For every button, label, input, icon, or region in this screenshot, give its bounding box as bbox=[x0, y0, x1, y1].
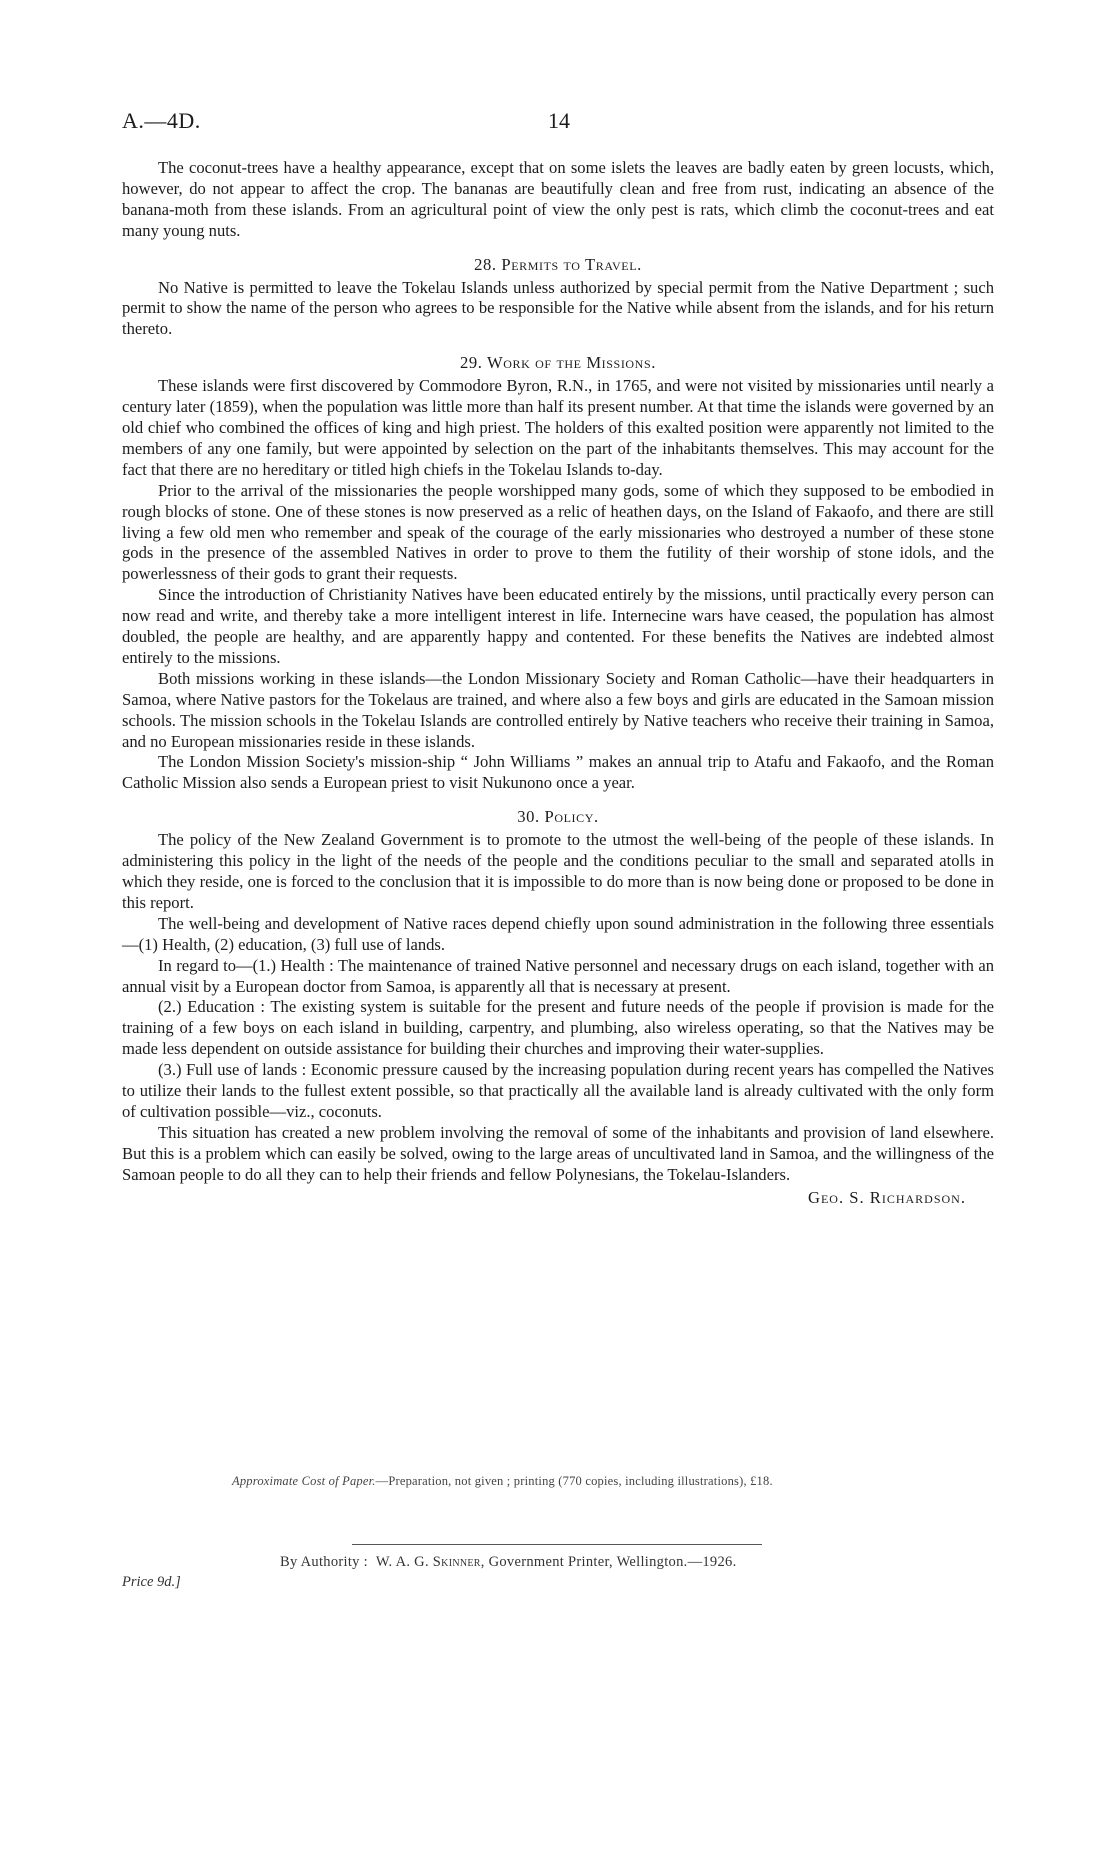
paragraph: Both missions working in these islands—the London Missionary Society and Roman Catholic—have their headquarters in Samoa, where Native pastors for the Tokelaus are trained, and where also a few boys and girls are educated in the Samoan mission schools. The mission schools in the Tokelau Islands are controlled entirely by Native teachers who receive their training in Samoa, and no European missionaries reside in these islands. bbox=[122, 668, 994, 751]
printer-name: W. A. G. Skinner, bbox=[375, 1554, 485, 1570]
paragraph: Prior to the arrival of the missionaries the people worshipped many gods, some of which they supposed to be embodied in rough blocks of stone. One of these stones is now preserved as a relic of heathen days, on the Island of Fakaofo, and there are still living a few old men who remember and speak of the courage of the early missionaries who destroyed a number of these stone gods in the presence of the assembled Natives in order to prove to them the futility of their worship of stone idols, and the powerlessness of their gods to grant their requests. bbox=[122, 480, 994, 584]
page-number: 14 bbox=[548, 108, 570, 133]
author-signature: Geo. S. Richardson. bbox=[807, 1187, 966, 1207]
paragraph: (3.) Full use of lands : Economic pressure caused by the increasing population during recent years has compelled the Natives to utilize their lands to the fullest extent possible, so that practically all the available land is already cultivated with the only form of cultivation possible—viz., coconuts. bbox=[122, 1060, 994, 1121]
footer-divider bbox=[352, 1544, 762, 1545]
cost-text: —Preparation, not given ; printing (770 copies, including illustrations), £18. bbox=[375, 1474, 773, 1488]
paragraph: In regard to—(1.) Health : The maintenance of trained Native personnel and necessary drugs on each island, together with an annual visit by a European doctor from Samoa, is apparently all that is necessary at present. bbox=[122, 955, 994, 996]
printer-authority-line bbox=[280, 1554, 737, 1571]
paragraph: This situation has created a new problem involving the removal of some of the inhabitants and provision of land elsewhere. But this is a problem which can easily be solved, owing to the large areas of uncultivated land in Samoa, and the willingness of the Samoan people to do all they can to help their friends and fellow Polynesians, the Tokelau-Islanders. bbox=[122, 1122, 994, 1184]
authority-prefix: By Authority : bbox=[280, 1554, 368, 1570]
paragraph: Since the introduction of Christianity Natives have been educated entirely by the missions, until practically every person can now read and write, and thereby take a more intelligent interest in life. Internecine wars have ceased, the population has almost doubled, the people are healthy, and are apparently happy and contented. For these benefits the Natives are indebted almost entirely to the missions. bbox=[122, 585, 994, 667]
authority-suffix: Government Printer, Wellington.—1926. bbox=[488, 1554, 737, 1570]
paragraph: The London Mission Society's mission-ship “ John Williams ” makes an annual trip to Atafu and Fakaofo, and the Roman Catholic Mission also sends a European priest to visit Nukunono once a year. bbox=[122, 752, 994, 793]
paragraph: No Native is permitted to leave the Tokelau Islands unless authorized by special permit from the Native Department ; such permit to show the name of the person who agrees to be responsible for the Native while absent from the islands, and for his return thereto. bbox=[122, 277, 994, 339]
section-heading-permits: 28. Permits to Travel. bbox=[474, 254, 642, 274]
paragraph: The well-being and development of Native races depend chiefly upon sound administration in the following three essentials—(1) Health, (2) education, (3) full use of lands. bbox=[122, 913, 994, 954]
paragraph: (2.) Education : The existing system is suitable for the present and future needs of the people if provision is made for the training of a few boys on each island in building, carpentry, and plumbing, also wireless operating, so that the Natives may be made less dependent on outside assistance for building their churches and improving their water-supplies. bbox=[122, 997, 994, 1059]
paragraph: The coconut-trees have a healthy appearance, except that on some islets the leaves are badly eaten by green locusts, which, however, do not appear to affect the crop. The bananas are beautifully clean and free from rust, indicating an absence of the banana-moth from these islands. From an agricultural point of view the only pest is rats, which climb the coconut-trees and eat many young nuts. bbox=[122, 158, 994, 240]
section-heading-policy: 30. Policy. bbox=[517, 807, 599, 827]
document-reference: A.—4D. bbox=[122, 108, 201, 133]
price-note: Price 9d.] bbox=[122, 1574, 181, 1590]
cost-of-paper-note bbox=[232, 1474, 773, 1489]
document-body bbox=[122, 158, 994, 1209]
paragraph: The policy of the New Zealand Government is to promote to the utmost the well-being of the people of these islands. In administering this policy in the light of the needs of the people and the conditions peculiar to the small and separated atolls in which they reside, one is forced to the conclusion that it is impossible to do more than is now being done or proposed to be done in this report. bbox=[122, 830, 994, 912]
paragraph: These islands were first discovered by Commodore Byron, R.N., in 1765, and were not visited by missionaries until nearly a century later (1859), when the population was little more than half its present number. At that time the islands were governed by an old chief who combined the offices of king and high priest. The holders of this exalted position were apparently not limited to the members of any one family, but were appointed by selection on the part of the inhabitants themselves. This may account for the fact that there are no hereditary or titled high chiefs in the Tokelau Islands to-day. bbox=[122, 376, 994, 479]
section-heading-missions: 29. Work of the Missions. bbox=[460, 353, 656, 373]
cost-label: Approximate Cost of Paper. bbox=[232, 1474, 376, 1488]
